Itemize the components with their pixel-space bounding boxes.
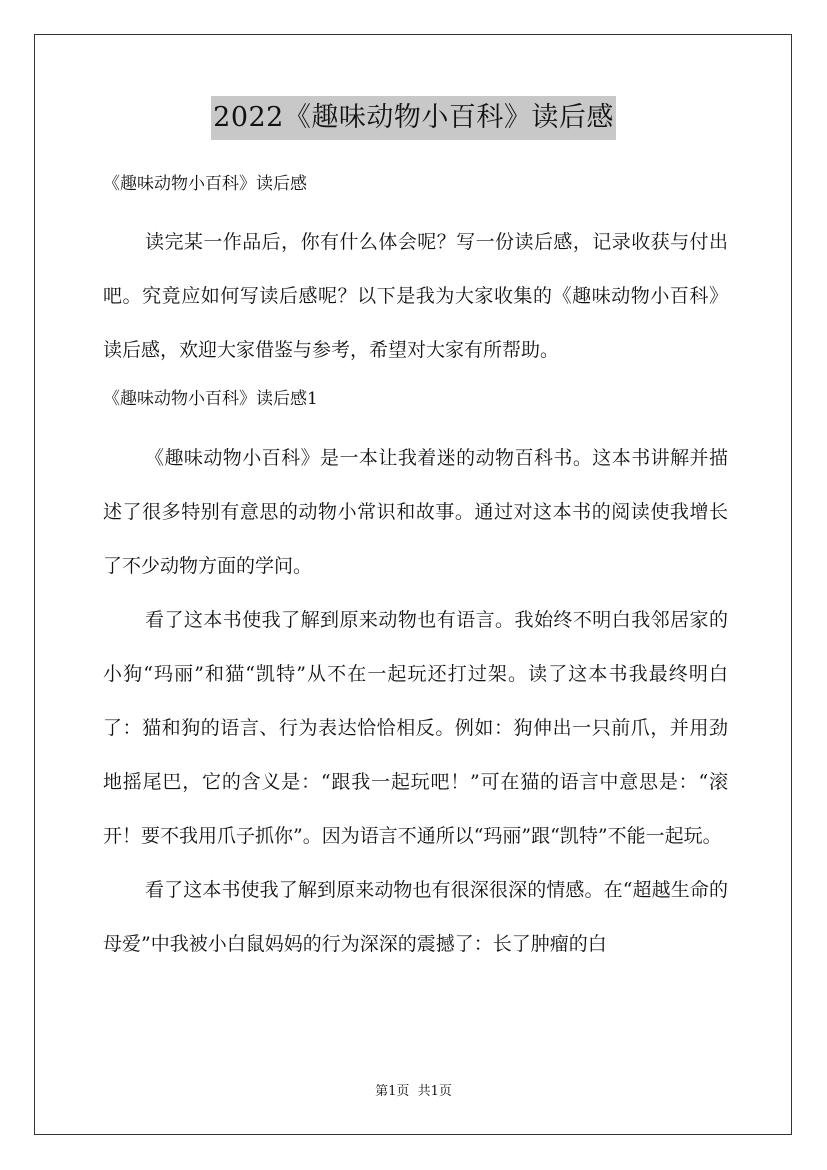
page-total: 共1页 [417, 1084, 452, 1099]
page-number: 第1页 [375, 1084, 410, 1099]
page-footer [0, 1082, 827, 1102]
section-heading-main: 《趣味动物小百科》读后感 [103, 174, 307, 194]
intro-paragraph: 读完某一作品后，你有什么体会呢？写一份读后感，记录收获与付出吧。究竟应如何写读后感呢？以下是我为大家收集的《趣味动物小百科》读后感，欢迎大家借鉴与参考，希望对大家有所帮助。 [103, 231, 728, 361]
body-paragraph-2: 看了这本书使我了解到原来动物也有语言。我始终不明白我邻居家的小狗“玛丽”和猫“凯特”从不在一起玩还打过架。读了这本书我最终明白了：猫和狗的语言、行为表达恰恰相反。例如：狗伸出一只前爪，并用劲地摇尾巴，它的含义是：“跟我一起玩吧！”可在猫的语言中意思是：“滚开！要不我用爪子抓你”。因为语言不通所以“玛丽”跟“凯特”不能一起玩。 [103, 609, 728, 847]
body-paragraph-1: 《趣味动物小百科》是一本让我着迷的动物百科书。这本书讲解并描述了很多特别有意思的动物小常识和故事。通过对这本书的阅读使我增长了不少动物方面的学问。 [103, 447, 728, 577]
title-container [0, 96, 827, 140]
body-paragraph-3: 看了这本书使我了解到原来动物也有很深很深的情感。在“超越生命的母爱”中我被小白鼠妈妈的行为深深的震撼了：长了肿瘤的白 [103, 879, 728, 955]
document-title: 2022《趣味动物小百科》读后感 [211, 96, 616, 140]
section-heading-1: 《趣味动物小百科》读后感1 [103, 389, 318, 409]
document-body [103, 172, 728, 971]
